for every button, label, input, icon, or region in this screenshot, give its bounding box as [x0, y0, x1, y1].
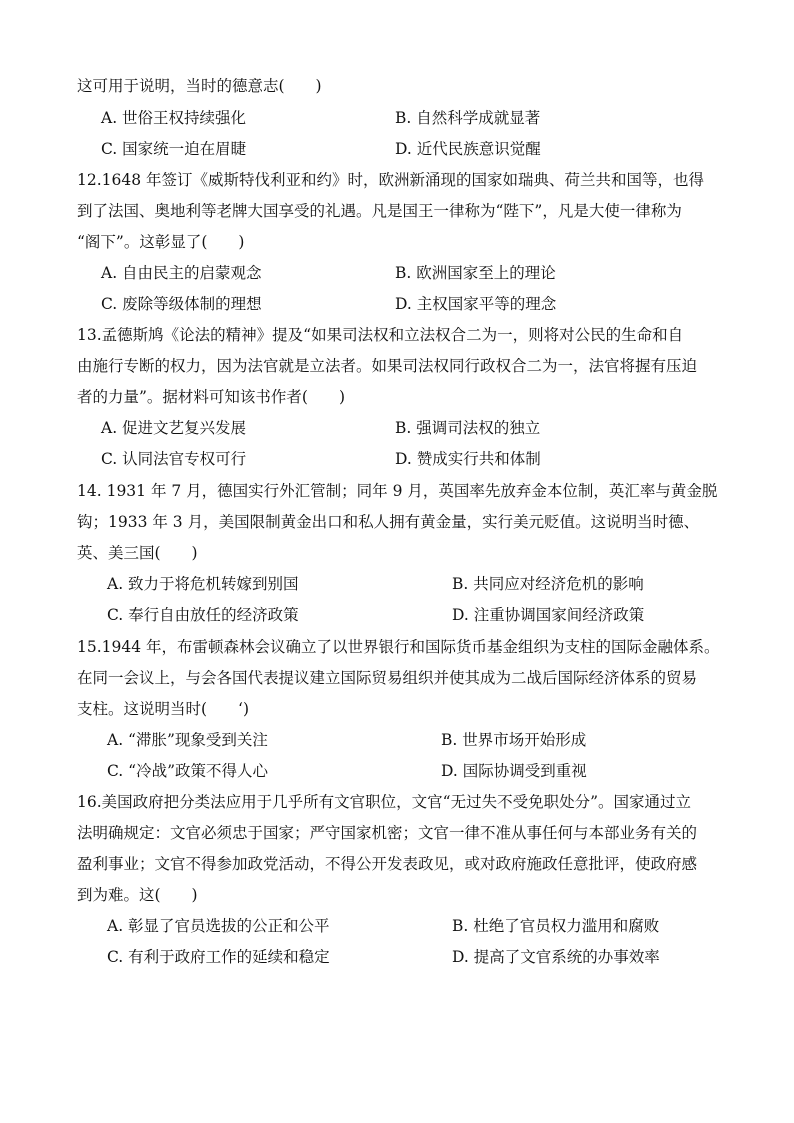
q13-option-c: C. 认同法官专权可行: [101, 450, 247, 468]
q14-option-d: D. 注重协调国家间经济政策: [452, 606, 645, 624]
q14-stem-line-1: 14. 1931 年 7 月，德国实行外汇管制；同年 9 月，英国率先放弃金本位制，英汇率与黄金脱: [77, 482, 718, 500]
q11-option-d: D. 近代民族意识觉醒: [395, 140, 541, 158]
q15-stem-line-2: 在同一会议上，与会各国代表提议建立国际贸易组织并使其成为二战后国际经济体系的贸易: [77, 669, 698, 687]
q13-option-a: A. 促进文艺复兴发展: [101, 419, 247, 437]
q11-option-a: A. 世俗王权持续强化: [101, 109, 247, 127]
q13-option-d: D. 赞成实行共和体制: [395, 450, 541, 468]
q14-stem-line-3: 英、美三国( ): [77, 544, 198, 562]
q12-option-d: D. 主权国家平等的理念: [395, 295, 557, 313]
q14-option-c: C. 奉行自由放任的经济政策: [107, 606, 299, 624]
q14-option-a: A. 致力于将危机转嫁到别国: [107, 575, 299, 593]
q12-stem-line-2: 到了法国、奥地利等老牌大国享受的礼遇。凡是国王一律称为“陛下”，凡是大使一律称为: [77, 202, 682, 220]
q15-option-c: C. “冷战”政策不得人心: [107, 762, 269, 780]
q13-stem-line-1: 13.孟德斯鸠《论法的精神》提及“如果司法权和立法权合二为一，则将对公民的生命和自: [77, 326, 684, 344]
q11-option-c: C. 国家统一迫在眉睫: [101, 140, 247, 158]
q12-option-c: C. 废除等级体制的理想: [101, 295, 262, 313]
q16-stem-line-2: 法明确规定：文官必须忠于国家；严守国家机密；文官一律不准从事任何与本部业务有关的: [77, 824, 698, 842]
q16-option-b: B. 杜绝了官员权力滥用和腐败: [452, 917, 660, 935]
q16-stem-line-3: 盈利事业；文官不得参加政党活动，不得公开发表政见，或对政府施政任意批评，使政府感: [77, 855, 698, 873]
q14-stem-line-2: 钩；1933 年 3 月，美国限制黄金出口和私人拥有黄金量，实行美元贬值。这说明当时德、: [77, 513, 700, 531]
q13-stem-line-2: 由施行专断的权力，因为法官就是立法者。如果司法权同行政权合二为一，法官将握有压迫: [77, 357, 698, 375]
q16-option-d: D. 提高了文官系统的办事效率: [452, 948, 660, 966]
q15-stem-line-3: 支柱。这说明当时( ‘): [77, 700, 250, 718]
q16-option-c: C. 有利于政府工作的延续和稳定: [107, 948, 330, 966]
q16-stem-line-1: 16.美国政府把分类法应用于几乎所有文官职位，文官“无过失不受免职处分”。国家通过立: [77, 793, 692, 811]
q12-option-b: B. 欧洲国家至上的理论: [395, 264, 556, 282]
q11-stem-tail: 这可用于说明，当时的德意志( ): [77, 77, 322, 95]
q16-stem-line-4: 到为难。这( ): [77, 886, 198, 904]
q12-stem-line-1: 12.1648 年签订《威斯特伐利亚和约》时，欧洲新涌现的国家如瑞典、荷兰共和国等，也得: [77, 171, 705, 189]
q13-option-b: B. 强调司法权的独立: [395, 419, 541, 437]
q13-stem-line-3: 者的力量”。据材料可知该书作者( ): [77, 388, 346, 406]
q15-option-b: B. 世界市场开始形成: [441, 731, 587, 749]
q12-stem-line-3: “阁下”。这彰显了( ): [77, 233, 245, 251]
q11-option-b: B. 自然科学成就显著: [395, 109, 541, 127]
q15-stem-line-1: 15.1944 年，布雷顿森林会议确立了以世界银行和国际货币基金组织为支柱的国际金融体系。: [77, 638, 720, 656]
q14-option-b: B. 共同应对经济危机的影响: [452, 575, 644, 593]
q15-option-a: A. “滞胀”现象受到关注: [107, 731, 268, 749]
q16-option-a: A. 彰显了官员选拔的公正和公平: [107, 917, 330, 935]
q15-option-d: D. 国际协调受到重视: [441, 762, 587, 780]
q12-option-a: A. 自由民主的启蒙观念: [101, 264, 262, 282]
